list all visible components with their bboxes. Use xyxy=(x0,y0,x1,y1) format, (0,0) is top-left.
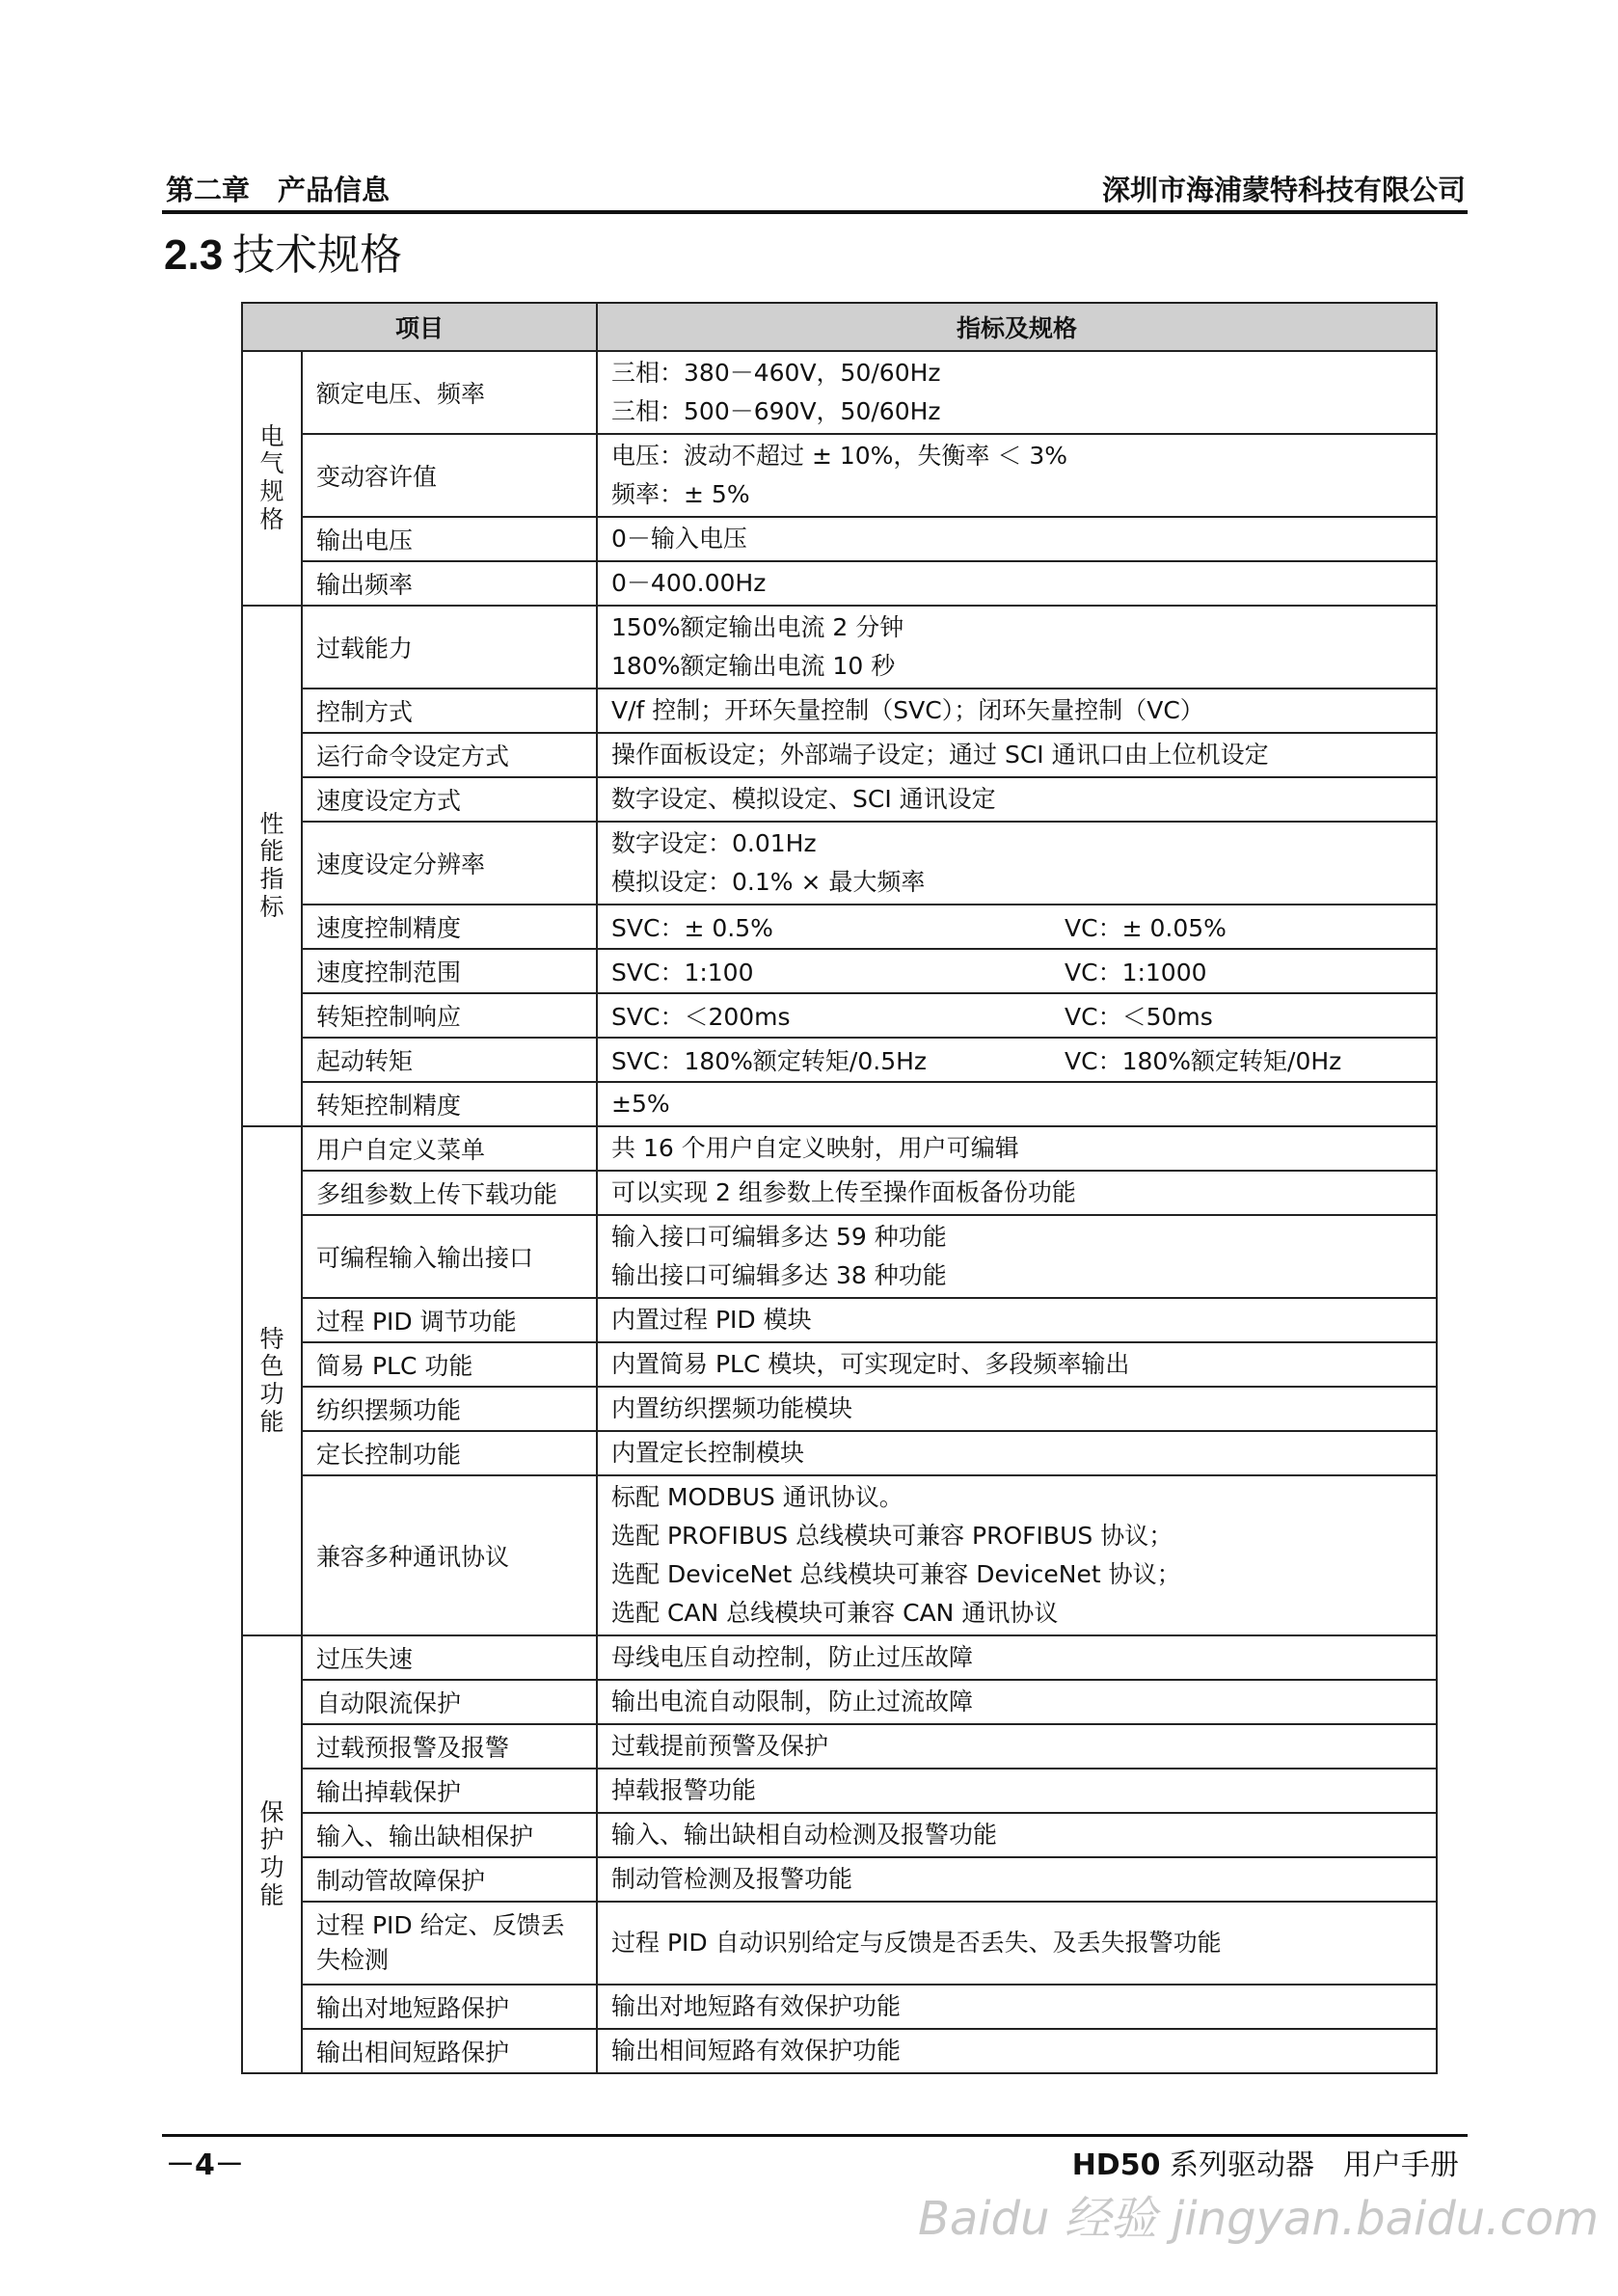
spec-cell xyxy=(597,351,1437,434)
section-title: 技术规格 xyxy=(232,230,403,280)
table-row xyxy=(242,1387,1437,1431)
spec-line: 操作面板设定；外部端子设定；通过 SCI 通讯口由上位机设定 xyxy=(611,741,1269,769)
table-row xyxy=(242,1769,1437,1813)
spec-cell xyxy=(597,561,1437,606)
spec-line: 三相：380－460V，50/60Hz xyxy=(611,359,941,387)
spec-line: 共 16 个用户自定义映射，用户可编辑 xyxy=(611,1134,1019,1162)
spec-line: 输出相间短路有效保护功能 xyxy=(611,2037,902,2065)
item-cell: 多组参数上传下载功能 xyxy=(302,1171,597,1215)
svc-value: SVC：＜200ms xyxy=(611,1003,791,1031)
item-cell: 转矩控制响应 xyxy=(302,993,597,1038)
spec-line: 选配 CAN 总线模块可兼容 CAN 通讯协议 xyxy=(611,1599,1059,1627)
spec-cell xyxy=(597,606,1437,689)
table-row xyxy=(242,822,1437,905)
vc-value: VC：＜50ms xyxy=(1065,1003,1213,1031)
table-row xyxy=(242,1813,1437,1857)
table-row xyxy=(242,733,1437,777)
spec-line: 模拟设定：0.1% × 最大频率 xyxy=(611,868,926,896)
category-cell xyxy=(242,1635,302,2073)
spec-line: 输入接口可编辑多达 59 种功能 xyxy=(611,1223,947,1251)
spec-line: 0－400.00Hz xyxy=(611,569,767,597)
spec-cell xyxy=(597,949,1437,993)
item-cell: 输出掉载保护 xyxy=(302,1769,597,1813)
spec-cell xyxy=(597,733,1437,777)
table-row xyxy=(242,561,1437,606)
spec-line: 数字设定：0.01Hz xyxy=(611,829,817,857)
table-header-row xyxy=(242,303,1437,351)
table-row xyxy=(242,777,1437,822)
spec-line: 内置过程 PID 模块 xyxy=(611,1306,812,1334)
item-cell: 起动转矩 xyxy=(302,1038,597,1082)
item-cell: 兼容多种通讯协议 xyxy=(302,1475,597,1635)
col-header-item: 项目 xyxy=(242,303,597,351)
item-cell: 运行命令设定方式 xyxy=(302,733,597,777)
spec-cell xyxy=(597,1171,1437,1215)
spec-line: 母线电压自动控制，防止过压故障 xyxy=(611,1643,974,1671)
category-cell xyxy=(242,1126,302,1635)
item-cell: 过载能力 xyxy=(302,606,597,689)
section-heading xyxy=(164,220,402,282)
item-cell: 输出相间短路保护 xyxy=(302,2029,597,2073)
spec-table xyxy=(241,302,1438,2074)
category-cell xyxy=(242,606,302,1126)
spec-line: 制动管检测及报警功能 xyxy=(611,1865,853,1893)
spec-line: 输出对地短路有效保护功能 xyxy=(611,1992,902,2020)
svc-value: SVC：1:100 xyxy=(611,959,754,986)
table-row xyxy=(242,689,1437,733)
item-cell: 简易 PLC 功能 xyxy=(302,1342,597,1387)
spec-line: 掉载报警功能 xyxy=(611,1776,757,1804)
table-row xyxy=(242,351,1437,434)
table-row xyxy=(242,1680,1437,1724)
spec-cell xyxy=(597,1857,1437,1902)
spec-line: ±5% xyxy=(611,1090,670,1118)
spec-cell xyxy=(597,1769,1437,1813)
item-cell: 过载预报警及报警 xyxy=(302,1724,597,1769)
table-row xyxy=(242,1082,1437,1126)
item-cell: 过程 PID 给定、反馈丢失检测 xyxy=(302,1902,597,1985)
item-cell: 自动限流保护 xyxy=(302,1680,597,1724)
item-cell: 速度控制精度 xyxy=(302,905,597,949)
spec-cell xyxy=(597,689,1437,733)
table-row xyxy=(242,1724,1437,1769)
item-cell: 转矩控制精度 xyxy=(302,1082,597,1126)
item-cell: 速度控制范围 xyxy=(302,949,597,993)
spec-line: 频率：± 5% xyxy=(611,480,750,508)
spec-cell xyxy=(597,1724,1437,1769)
item-cell: 额定电压、频率 xyxy=(302,351,597,434)
spec-line: 输出电流自动限制，防止过流故障 xyxy=(611,1688,974,1715)
spec-line: 内置简易 PLC 模块，可实现定时、多段频率输出 xyxy=(611,1350,1130,1378)
col-header-spec: 指标及规格 xyxy=(597,303,1437,351)
category-label: 性能指标 xyxy=(259,809,284,921)
item-cell: 过程 PID 调节功能 xyxy=(302,1298,597,1342)
spec-cell xyxy=(597,993,1437,1038)
spec-cell xyxy=(597,1902,1437,1985)
spec-line: 输入、输出缺相自动检测及报警功能 xyxy=(611,1821,998,1849)
spec-line: 过程 PID 自动识别给定与反馈是否丢失、及丢失报警功能 xyxy=(611,1929,1222,1957)
spec-line: 内置纺织摆频功能模块 xyxy=(611,1394,853,1422)
spec-line: 选配 PROFIBUS 总线模块可兼容 PROFIBUS 协议； xyxy=(611,1522,1173,1550)
table-row xyxy=(242,606,1437,689)
spec-line: 0－输入电压 xyxy=(611,525,747,553)
spec-line: 电压：波动不超过 ± 10%，失衡率 ＜ 3% xyxy=(611,442,1067,470)
spec-cell xyxy=(597,2029,1437,2073)
category-label: 电气规格 xyxy=(259,421,284,533)
item-cell: 速度设定方式 xyxy=(302,777,597,822)
table-row xyxy=(242,1902,1437,1985)
item-cell: 输入、输出缺相保护 xyxy=(302,1813,597,1857)
table-row xyxy=(242,517,1437,561)
spec-cell xyxy=(597,1215,1437,1298)
item-cell: 输出对地短路保护 xyxy=(302,1985,597,2029)
spec-cell xyxy=(597,1985,1437,2029)
spec-line: 选配 DeviceNet 总线模块可兼容 DeviceNet 协议； xyxy=(611,1560,1181,1588)
table-row xyxy=(242,1857,1437,1902)
item-cell: 过压失速 xyxy=(302,1635,597,1680)
spec-cell xyxy=(597,1342,1437,1387)
header-divider xyxy=(162,210,1468,214)
spec-line: 三相：500－690V，50/60Hz xyxy=(611,397,941,425)
manual-title-text: 系列驱动器 用户手册 xyxy=(1160,2148,1459,2182)
table-row xyxy=(242,993,1437,1038)
spec-line: V/f 控制；开环矢量控制（SVC）；闭环矢量控制（VC） xyxy=(611,696,1204,724)
spec-line: 过载提前预警及保护 xyxy=(611,1732,829,1760)
manual-title xyxy=(1072,2141,1459,2183)
spec-line: 标配 MODBUS 通讯协议。 xyxy=(611,1483,903,1511)
item-cell: 制动管故障保护 xyxy=(302,1857,597,1902)
spec-body xyxy=(242,351,1437,2073)
spec-cell xyxy=(597,1431,1437,1475)
vc-value: VC：± 0.05% xyxy=(1065,914,1227,942)
table-row xyxy=(242,905,1437,949)
table-row xyxy=(242,2029,1437,2073)
item-cell: 控制方式 xyxy=(302,689,597,733)
table-row xyxy=(242,1171,1437,1215)
spec-cell xyxy=(597,1475,1437,1635)
item-cell: 输出频率 xyxy=(302,561,597,606)
category-label: 保护功能 xyxy=(259,1797,284,1909)
spec-cell xyxy=(597,1038,1437,1082)
section-number: 2.3 xyxy=(164,231,224,279)
table-row xyxy=(242,1985,1437,2029)
spec-cell xyxy=(597,1126,1437,1171)
manual-model: HD50 xyxy=(1071,2148,1161,2182)
spec-cell xyxy=(597,1813,1437,1857)
spec-line: 180%额定输出电流 10 秒 xyxy=(611,652,896,680)
spec-cell xyxy=(597,517,1437,561)
item-cell: 定长控制功能 xyxy=(302,1431,597,1475)
svc-value: SVC：± 0.5% xyxy=(611,914,773,942)
spec-line: 可以实现 2 组参数上传至操作面板备份功能 xyxy=(611,1178,1076,1206)
footer-divider xyxy=(162,2134,1468,2137)
table-row xyxy=(242,1635,1437,1680)
page-number: －4－ xyxy=(166,2148,244,2182)
watermark: Baidu 经验 jingyan.baidu.com xyxy=(917,2192,1599,2246)
vc-value: VC：180%额定转矩/0Hz xyxy=(1065,1047,1342,1075)
spec-cell xyxy=(597,1635,1437,1680)
svc-value: SVC：180%额定转矩/0.5Hz xyxy=(611,1047,928,1075)
table-row xyxy=(242,1215,1437,1298)
company-name: 深圳市海浦蒙特科技有限公司 xyxy=(1101,174,1466,206)
item-cell: 变动容许值 xyxy=(302,434,597,517)
table-row xyxy=(242,1475,1437,1635)
spec-cell xyxy=(597,777,1437,822)
spec-line: 内置定长控制模块 xyxy=(611,1439,805,1467)
spec-cell xyxy=(597,434,1437,517)
table-row xyxy=(242,1126,1437,1171)
item-cell: 纺织摆频功能 xyxy=(302,1387,597,1431)
item-cell: 用户自定义菜单 xyxy=(302,1126,597,1171)
category-cell xyxy=(242,351,302,606)
table-row xyxy=(242,949,1437,993)
category-label: 特色功能 xyxy=(259,1324,284,1436)
spec-cell xyxy=(597,905,1437,949)
item-cell: 速度设定分辨率 xyxy=(302,822,597,905)
spec-line: 数字设定、模拟设定、SCI 通讯设定 xyxy=(611,785,996,813)
table-row xyxy=(242,1342,1437,1387)
spec-cell xyxy=(597,822,1437,905)
table-row xyxy=(242,1038,1437,1082)
spec-cell xyxy=(597,1680,1437,1724)
spec-line: 150%额定输出电流 2 分钟 xyxy=(611,613,904,641)
table-row xyxy=(242,1431,1437,1475)
table-row xyxy=(242,1298,1437,1342)
spec-line: 输出接口可编辑多达 38 种功能 xyxy=(611,1261,947,1289)
table-row xyxy=(242,434,1437,517)
item-cell: 可编程输入输出接口 xyxy=(302,1215,597,1298)
spec-cell xyxy=(597,1387,1437,1431)
spec-cell xyxy=(597,1082,1437,1126)
chapter-title: 第二章 产品信息 xyxy=(166,174,391,206)
item-cell: 输出电压 xyxy=(302,517,597,561)
vc-value: VC：1:1000 xyxy=(1065,959,1207,986)
spec-cell xyxy=(597,1298,1437,1342)
